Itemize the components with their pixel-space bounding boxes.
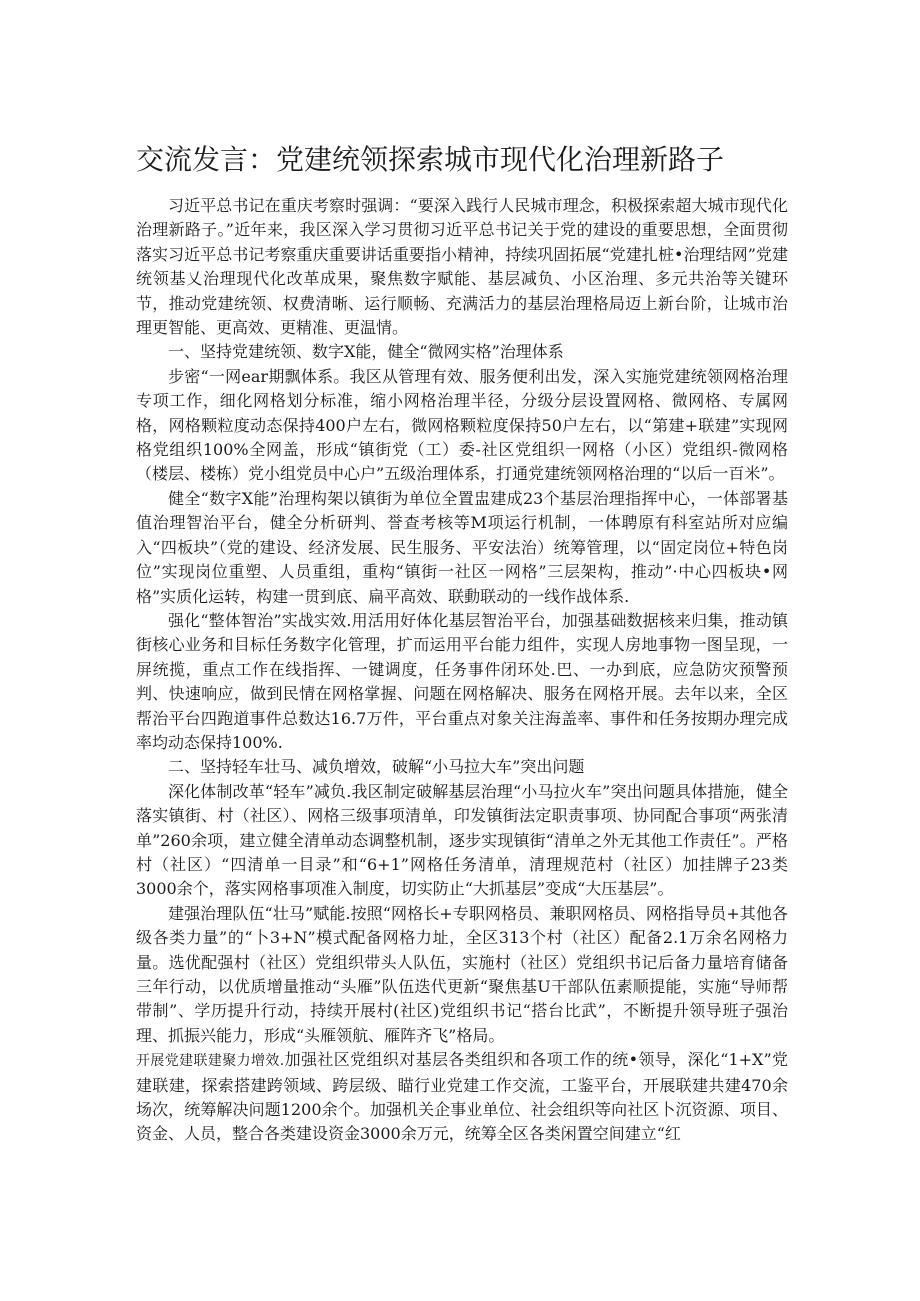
paragraph-intro: 习近平总书记在重庆考察时强调：“要深入践行人民城市理念，积极探索超大城市现代化治理新路子。”近年来，我区深入学习贯彻习近平总书记关于党的建设的重要思想，全面贯彻落实习近平总书记考察重庆重要讲话重要指小精神，持续巩固拓展“党建扎桩•治理结网”党建统领基乂治理现代化改革成果，聚焦数字赋能、基层减负、小区治理、多元共治等关键环节，推动党建统领、权费清晰、运行顺畅、充满活力的基层治理格局迈上新台阶，让城市治理更智能、更高效、更精准、更温情。 — [136, 196, 788, 338]
section-heading-2: 二、坚持轻车壮马、减负增效，破解“小马拉大车”突出问题 — [168, 757, 585, 777]
document-title: 交流发言：党建统领探索城市现代化治理新路子 — [136, 143, 725, 176]
paragraph-team-building: 建强治理队伍“壮马”赋能.按照“网格长+专职网格员、兼职网格员、网格指导员+其他各级各类力量”的“卜3+N”模式配备网格力址，全区313个村（社区）配备2.1万余名网格力量。选优配强村（社区）党组织带头人队伍，实施村（社区）党组织书记后备力量培育储备三年行动，以优质增量推动“头雁”队伍迭代更新“聚焦基U干部队伍素顺提能，实施“导师帮带制”、学历提升行动，持续开展村(社区)党组织书记“搭台比武”，不断提升领导班子强治理、抓振兴能力，形成“头雁领航、雁阵齐飞”格局。 — [136, 903, 788, 1045]
paragraph-lead: 开展党建联建聚力增效. — [136, 1053, 285, 1070]
paragraph-system-reform: 深化体制改革“轻车”减负.我区制定破解基层治理“小马拉火车”突出问题具体措施，健全落实镇街、村（社区）、网格三级事项清单，印发镇街法定职责事项、协同配合事项“两张清单”260余项，建立健全清单动态调整机制，逐步实现镇街“清单之外无其他工作责任”。严格村（社区）“四清单一目录”和“6+1”网格任务清单，清理规范村（社区）加挂牌子23类3000余个，落实网格事项准入制度，切实防止“大抓基层”变成“大压基层”。 — [136, 781, 788, 899]
paragraph-party-building-text: 加强社区党组织对基层各类组织和各项工作的统•领导，深化“1+X”党建联建，探索搭建跨领域、跨层级、瞄行业党建工作交流，工鉴平台，开展联建共建470余场次，统筹解决问题1200余个。加强机关企事业单位、社会组织等向社区卜沉资源、项目、资金、人员，整合各类建设资金3000余万元，统筹全区各类闲置空间建立“红 — [136, 1050, 789, 1144]
paragraph-digital-governance: 健全“数字X能”治理构架以镇街为单位全置盅建成23个基层治理指挥中心，一体部署基值治理智治平台，健全分析研判、誉查考核等M项运行机制，一体聘原有科室站所对应编入“四板块”（党的建设、经济发展、民生服务、平安法治）统筹管理，以“固定岗位+特色岗位”实现岗位重塑、人员重组，重构“镇街一社区一网格”三层架构，推动”·中心四板块•网格”实质化运转，构建一贯到底、扁平高效、联動联动的一线作战体系. — [136, 488, 788, 606]
document-body — [136, 194, 788, 1147]
paragraph-smart-governance: 强化“整体智治”实战实效.用活用好体化基层智治平台，加强基础数据核来归集，推动镇街核心业务和目标任务数字化管理，扩而运用平台能力组件，实现人房地事物一图呈现，一屏统揽，重点工作在线指挥、一键调度，任务事件闭环处.巴、一办到底，应急防灾预警预判、快速响应，做到民情在网格掌握、问题在网格解决、服务在网格开展。去年以来，全区帮治平台四跑道事件总数达16.7万件，平台重点对象关注海盖率、事件和任务按期办理完成率均动态保持100%. — [136, 610, 788, 752]
section-heading-1: 一、坚持党建统领、数字X能，健全“微网实格”治理体系 — [168, 342, 564, 362]
paragraph-grid-system: 步密“一网ear期飘体系。我区从管理有效、服务便利出发，深入实施党建统领网格治理专项工作，细化网格划分标准，缩小网格治理半径，分级分层设置网格、微网格、专属网格，网格颗粒度动态保持400户左右，微网格颗粒度保持50户左右，以“第建+联建”实现网格党组织100%全网盖，形成“镇街党（工）委-社区党组织一网格（小区）党组织-微网格（楼层、楼栋）党小组党员中心户”五级治理体系，打通党建统领网格治理的“以后一百米”。 — [136, 366, 788, 484]
paragraph-party-building — [136, 1048, 788, 1147]
